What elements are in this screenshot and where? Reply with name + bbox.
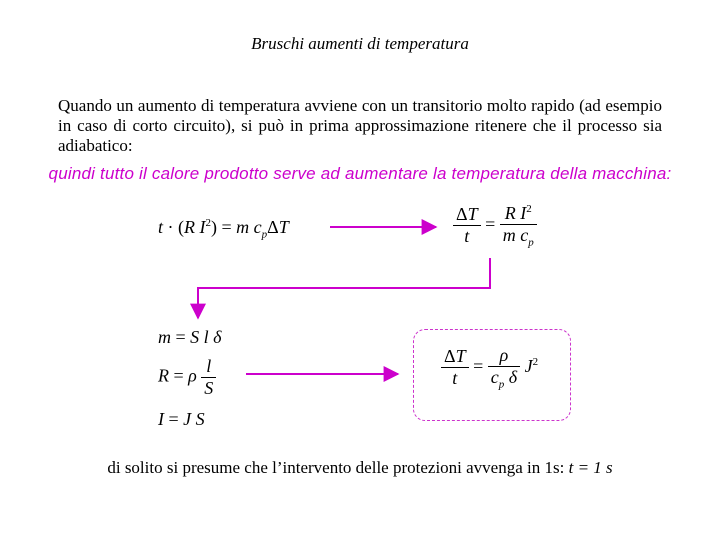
note-line: quindi tutto il calore prodotto serve ad aumentare la temperatura della macchina: [48,164,672,183]
intro-paragraph: Quando un aumento di temperatura avviene con un transitorio molto rapido (ad esempio in caso di corto circuito), si può in prima approssimazione ritenere che il processo sia adiabatico: [58,96,662,155]
footer-equation: t = 1 s [568,458,613,477]
ratio-equation-1: $\frac{\Delta T}{t}$ = $\frac{R I^2}{m c_p}$ [453,203,537,249]
footer-line [0,458,720,478]
energy-balance-equation: t · (R $I^2) = m$ $c_p\Delta T$ [158,217,289,241]
current-equation: I = J S [158,409,205,429]
slide-title: Bruschi aumenti di temperatura [251,34,469,53]
arrow-down-connector [198,258,490,318]
ratio-equation-2: $\frac{\Delta T}{t}$ = $\frac{\rho}{c_p \delta}$ $J^2$ [441,345,538,391]
mass-equation: m = S l δ [158,327,222,347]
footer-text: di solito si presume che l’intervento delle protezioni avvenga in 1s: [107,458,565,477]
resistance-equation: R = ρ $\frac{l}{S}$ [158,356,216,399]
